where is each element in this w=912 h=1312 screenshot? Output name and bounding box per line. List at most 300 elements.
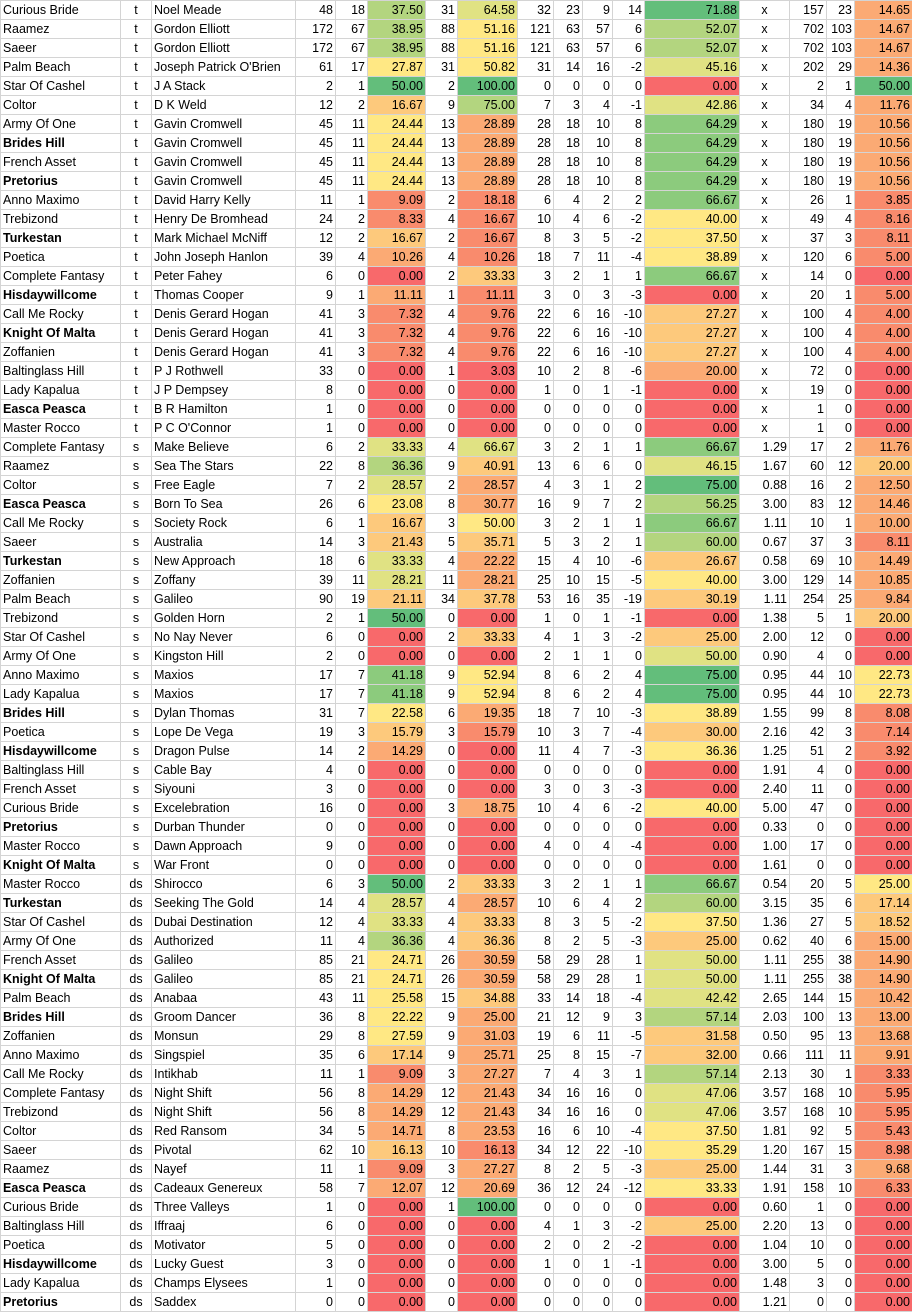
type-cell[interactable]: t [121,305,152,324]
places-cell[interactable]: 3 [426,514,458,533]
col16-pct-cell[interactable]: 0.00 [855,267,912,286]
col16-pct-cell[interactable]: 3.33 [855,1065,912,1084]
runs-cell[interactable]: 9 [296,837,336,856]
connection-cell[interactable]: Nayef [152,1160,296,1179]
places-cell[interactable]: 4 [426,913,458,932]
col9-cell[interactable]: 29 [554,970,583,989]
places-cell[interactable]: 15 [426,989,458,1008]
type-cell[interactable]: t [121,400,152,419]
connection-cell[interactable]: Gordon Elliott [152,20,296,39]
connection-cell[interactable]: No Nay Never [152,628,296,647]
col14-cell[interactable]: 0 [790,1293,827,1312]
col12-pct-cell[interactable]: 0.00 [645,400,740,419]
diff-cell[interactable]: 4 [613,666,645,685]
wins-cell[interactable]: 2 [336,96,368,115]
type-cell[interactable]: s [121,628,152,647]
col9-cell[interactable]: 63 [554,39,583,58]
col10-cell[interactable]: 1 [583,476,613,495]
wins-cell[interactable]: 0 [336,761,368,780]
win-pct-cell[interactable]: 0.00 [368,1236,426,1255]
place-pct-cell[interactable]: 9.76 [458,324,518,343]
diff-cell[interactable]: 0 [613,457,645,476]
col8-cell[interactable]: 22 [518,324,554,343]
horse-cell[interactable]: Brides Hill [1,134,121,153]
col14-cell[interactable]: 37 [790,533,827,552]
places-cell[interactable]: 5 [426,533,458,552]
horse-cell[interactable]: Palm Beach [1,989,121,1008]
connection-cell[interactable]: Mark Michael McNiff [152,229,296,248]
wins-cell[interactable]: 11 [336,571,368,590]
col8-cell[interactable]: 2 [518,1236,554,1255]
col15-cell[interactable]: 103 [827,39,855,58]
type-cell[interactable]: s [121,609,152,628]
wins-cell[interactable]: 17 [336,58,368,77]
col12-pct-cell[interactable]: 56.25 [645,495,740,514]
col16-pct-cell[interactable]: 5.43 [855,1122,912,1141]
places-cell[interactable]: 34 [426,590,458,609]
place-pct-cell[interactable]: 33.33 [458,267,518,286]
ratio-cell[interactable]: 3.57 [740,1084,790,1103]
diff-cell[interactable]: -5 [613,1027,645,1046]
type-cell[interactable]: ds [121,1122,152,1141]
col14-cell[interactable]: 2 [790,77,827,96]
col14-cell[interactable]: 120 [790,248,827,267]
connection-cell[interactable]: Cadeaux Genereux [152,1179,296,1198]
connection-cell[interactable]: P J Rothwell [152,362,296,381]
diff-cell[interactable]: 1 [613,1065,645,1084]
col14-cell[interactable]: 19 [790,381,827,400]
places-cell[interactable]: 0 [426,609,458,628]
col14-cell[interactable]: 49 [790,210,827,229]
col8-cell[interactable]: 1 [518,1255,554,1274]
col14-cell[interactable]: 254 [790,590,827,609]
place-pct-cell[interactable]: 0.00 [458,400,518,419]
col15-cell[interactable]: 0 [827,362,855,381]
diff-cell[interactable]: 1 [613,514,645,533]
type-cell[interactable]: s [121,476,152,495]
place-pct-cell[interactable]: 28.89 [458,153,518,172]
connection-cell[interactable]: Golden Horn [152,609,296,628]
col15-cell[interactable]: 0 [827,267,855,286]
col14-cell[interactable]: 100 [790,305,827,324]
col15-cell[interactable]: 2 [827,438,855,457]
col8-cell[interactable]: 19 [518,1027,554,1046]
ratio-cell[interactable]: 1.00 [740,837,790,856]
col15-cell[interactable]: 23 [827,1,855,20]
col12-pct-cell[interactable]: 27.27 [645,305,740,324]
type-cell[interactable]: s [121,666,152,685]
horse-cell[interactable]: Pretorius [1,1293,121,1312]
col9-cell[interactable]: 2 [554,875,583,894]
diff-cell[interactable]: -3 [613,286,645,305]
col16-pct-cell[interactable]: 0.00 [855,1236,912,1255]
col10-cell[interactable]: 4 [583,837,613,856]
place-pct-cell[interactable]: 0.00 [458,1293,518,1312]
col12-pct-cell[interactable]: 33.33 [645,1179,740,1198]
places-cell[interactable]: 26 [426,951,458,970]
place-pct-cell[interactable]: 28.57 [458,476,518,495]
diff-cell[interactable]: 0 [613,1293,645,1312]
type-cell[interactable]: t [121,419,152,438]
wins-cell[interactable]: 0 [336,1236,368,1255]
wins-cell[interactable]: 0 [336,1274,368,1293]
diff-cell[interactable]: -3 [613,742,645,761]
runs-cell[interactable]: 172 [296,20,336,39]
col16-pct-cell[interactable]: 14.46 [855,495,912,514]
wins-cell[interactable]: 0 [336,1255,368,1274]
type-cell[interactable]: ds [121,951,152,970]
win-pct-cell[interactable]: 8.33 [368,210,426,229]
diff-cell[interactable]: 3 [613,1008,645,1027]
col15-cell[interactable]: 12 [827,495,855,514]
wins-cell[interactable]: 0 [336,400,368,419]
col8-cell[interactable]: 7 [518,1065,554,1084]
places-cell[interactable]: 6 [426,704,458,723]
win-pct-cell[interactable]: 24.44 [368,153,426,172]
col9-cell[interactable]: 0 [554,780,583,799]
place-pct-cell[interactable]: 35.71 [458,533,518,552]
col12-pct-cell[interactable]: 57.14 [645,1008,740,1027]
col12-pct-cell[interactable]: 30.19 [645,590,740,609]
win-pct-cell[interactable]: 0.00 [368,1255,426,1274]
col15-cell[interactable]: 29 [827,58,855,77]
runs-cell[interactable]: 3 [296,1255,336,1274]
diff-cell[interactable]: 6 [613,39,645,58]
col10-cell[interactable]: 0 [583,761,613,780]
col15-cell[interactable]: 0 [827,761,855,780]
col9-cell[interactable]: 18 [554,172,583,191]
horse-cell[interactable]: Trebizond [1,210,121,229]
col14-cell[interactable]: 702 [790,20,827,39]
col14-cell[interactable]: 99 [790,704,827,723]
col9-cell[interactable]: 0 [554,1293,583,1312]
type-cell[interactable]: s [121,704,152,723]
col8-cell[interactable]: 34 [518,1084,554,1103]
col8-cell[interactable]: 10 [518,799,554,818]
col10-cell[interactable]: 0 [583,856,613,875]
place-pct-cell[interactable]: 23.53 [458,1122,518,1141]
col15-cell[interactable]: 4 [827,210,855,229]
col8-cell[interactable]: 58 [518,970,554,989]
win-pct-cell[interactable]: 0.00 [368,856,426,875]
ratio-cell[interactable]: 2.40 [740,780,790,799]
col8-cell[interactable]: 0 [518,1198,554,1217]
wins-cell[interactable]: 1 [336,514,368,533]
diff-cell[interactable]: -1 [613,1255,645,1274]
wins-cell[interactable]: 11 [336,115,368,134]
col8-cell[interactable]: 4 [518,1217,554,1236]
ratio-cell[interactable]: 5.00 [740,799,790,818]
connection-cell[interactable]: John Joseph Hanlon [152,248,296,267]
col9-cell[interactable]: 6 [554,666,583,685]
type-cell[interactable]: ds [121,913,152,932]
col16-pct-cell[interactable]: 0.00 [855,1293,912,1312]
place-pct-cell[interactable]: 10.26 [458,248,518,267]
place-pct-cell[interactable]: 30.59 [458,951,518,970]
connection-cell[interactable]: Denis Gerard Hogan [152,343,296,362]
win-pct-cell[interactable]: 24.71 [368,951,426,970]
col9-cell[interactable]: 10 [554,571,583,590]
col9-cell[interactable]: 6 [554,343,583,362]
runs-cell[interactable]: 33 [296,362,336,381]
win-pct-cell[interactable]: 0.00 [368,1293,426,1312]
col9-cell[interactable]: 1 [554,628,583,647]
col14-cell[interactable]: 10 [790,1236,827,1255]
ratio-cell[interactable]: 1.20 [740,1141,790,1160]
runs-cell[interactable]: 48 [296,1,336,20]
col14-cell[interactable]: 0 [790,856,827,875]
connection-cell[interactable]: Dragon Pulse [152,742,296,761]
col10-cell[interactable]: 8 [583,362,613,381]
places-cell[interactable]: 31 [426,58,458,77]
col8-cell[interactable]: 4 [518,628,554,647]
col15-cell[interactable]: 14 [827,571,855,590]
col12-pct-cell[interactable]: 0.00 [645,837,740,856]
type-cell[interactable]: t [121,153,152,172]
places-cell[interactable]: 4 [426,248,458,267]
col9-cell[interactable]: 6 [554,685,583,704]
col12-pct-cell[interactable]: 0.00 [645,286,740,305]
runs-cell[interactable]: 12 [296,96,336,115]
type-cell[interactable]: t [121,96,152,115]
places-cell[interactable]: 3 [426,1065,458,1084]
col14-cell[interactable]: 10 [790,514,827,533]
col15-cell[interactable]: 15 [827,1141,855,1160]
col16-pct-cell[interactable]: 17.14 [855,894,912,913]
type-cell[interactable]: ds [121,1141,152,1160]
win-pct-cell[interactable]: 22.22 [368,1008,426,1027]
diff-cell[interactable]: -3 [613,1160,645,1179]
col12-pct-cell[interactable]: 25.00 [645,628,740,647]
connection-cell[interactable]: Make Believe [152,438,296,457]
type-cell[interactable]: t [121,39,152,58]
connection-cell[interactable]: Excelebration [152,799,296,818]
ratio-cell[interactable]: x [740,115,790,134]
win-pct-cell[interactable]: 41.18 [368,685,426,704]
col8-cell[interactable]: 3 [518,438,554,457]
place-pct-cell[interactable]: 51.16 [458,39,518,58]
type-cell[interactable]: ds [121,1160,152,1179]
runs-cell[interactable]: 1 [296,1274,336,1293]
col9-cell[interactable]: 0 [554,856,583,875]
places-cell[interactable]: 0 [426,780,458,799]
diff-cell[interactable]: -2 [613,1236,645,1255]
runs-cell[interactable]: 17 [296,685,336,704]
diff-cell[interactable]: 0 [613,856,645,875]
type-cell[interactable]: ds [121,1065,152,1084]
col15-cell[interactable]: 10 [827,685,855,704]
win-pct-cell[interactable]: 24.44 [368,172,426,191]
connection-cell[interactable]: Dylan Thomas [152,704,296,723]
col14-cell[interactable]: 14 [790,267,827,286]
places-cell[interactable]: 0 [426,400,458,419]
runs-cell[interactable]: 35 [296,1046,336,1065]
connection-cell[interactable]: Shirocco [152,875,296,894]
col12-pct-cell[interactable]: 52.07 [645,39,740,58]
type-cell[interactable]: s [121,457,152,476]
runs-cell[interactable]: 1 [296,419,336,438]
ratio-cell[interactable]: 1.29 [740,438,790,457]
connection-cell[interactable]: War Front [152,856,296,875]
col16-pct-cell[interactable]: 11.76 [855,96,912,115]
wins-cell[interactable]: 0 [336,381,368,400]
ratio-cell[interactable]: x [740,96,790,115]
runs-cell[interactable]: 8 [296,381,336,400]
places-cell[interactable]: 4 [426,438,458,457]
horse-cell[interactable]: Easca Peasca [1,1179,121,1198]
col12-pct-cell[interactable]: 38.89 [645,704,740,723]
horse-cell[interactable]: Brides Hill [1,1008,121,1027]
col16-pct-cell[interactable]: 10.56 [855,134,912,153]
connection-cell[interactable]: Sea The Stars [152,457,296,476]
col8-cell[interactable]: 3 [518,780,554,799]
wins-cell[interactable]: 7 [336,704,368,723]
horse-cell[interactable]: Anno Maximo [1,191,121,210]
col14-cell[interactable]: 60 [790,457,827,476]
connection-cell[interactable]: Peter Fahey [152,267,296,286]
col10-cell[interactable]: 2 [583,1236,613,1255]
col15-cell[interactable]: 1 [827,77,855,96]
type-cell[interactable]: t [121,324,152,343]
col15-cell[interactable]: 19 [827,153,855,172]
col16-pct-cell[interactable]: 14.67 [855,39,912,58]
col14-cell[interactable]: 100 [790,343,827,362]
runs-cell[interactable]: 6 [296,267,336,286]
horse-cell[interactable]: Hisdaywillcome [1,1255,121,1274]
col10-cell[interactable]: 7 [583,723,613,742]
type-cell[interactable]: ds [121,932,152,951]
col15-cell[interactable]: 3 [827,1160,855,1179]
connection-cell[interactable]: Saddex [152,1293,296,1312]
diff-cell[interactable]: -10 [613,343,645,362]
col15-cell[interactable]: 1 [827,514,855,533]
places-cell[interactable]: 0 [426,742,458,761]
col16-pct-cell[interactable]: 0.00 [855,362,912,381]
col10-cell[interactable]: 7 [583,742,613,761]
col10-cell[interactable]: 0 [583,1198,613,1217]
runs-cell[interactable]: 58 [296,1179,336,1198]
horse-cell[interactable]: Brides Hill [1,704,121,723]
col9-cell[interactable]: 4 [554,191,583,210]
type-cell[interactable]: s [121,571,152,590]
wins-cell[interactable]: 21 [336,970,368,989]
runs-cell[interactable]: 6 [296,628,336,647]
col16-pct-cell[interactable]: 0.00 [855,628,912,647]
diff-cell[interactable]: -10 [613,324,645,343]
col10-cell[interactable]: 6 [583,799,613,818]
ratio-cell[interactable]: 1.81 [740,1122,790,1141]
col12-pct-cell[interactable]: 57.14 [645,1065,740,1084]
diff-cell[interactable]: -2 [613,913,645,932]
col15-cell[interactable]: 1 [827,286,855,305]
col16-pct-cell[interactable]: 0.00 [855,761,912,780]
col14-cell[interactable]: 5 [790,609,827,628]
places-cell[interactable]: 88 [426,20,458,39]
col8-cell[interactable]: 0 [518,419,554,438]
place-pct-cell[interactable]: 9.76 [458,343,518,362]
diff-cell[interactable]: 0 [613,1084,645,1103]
col14-cell[interactable]: 92 [790,1122,827,1141]
horse-cell[interactable]: Army Of One [1,647,121,666]
col14-cell[interactable]: 42 [790,723,827,742]
win-pct-cell[interactable]: 7.32 [368,324,426,343]
col15-cell[interactable]: 5 [827,1122,855,1141]
col16-pct-cell[interactable]: 3.92 [855,742,912,761]
runs-cell[interactable]: 9 [296,286,336,305]
col16-pct-cell[interactable]: 0.00 [855,400,912,419]
type-cell[interactable]: t [121,115,152,134]
col16-pct-cell[interactable]: 0.00 [855,381,912,400]
runs-cell[interactable]: 14 [296,533,336,552]
col15-cell[interactable]: 10 [827,552,855,571]
col8-cell[interactable]: 11 [518,742,554,761]
col12-pct-cell[interactable]: 27.27 [645,343,740,362]
wins-cell[interactable]: 0 [336,1293,368,1312]
win-pct-cell[interactable]: 36.36 [368,457,426,476]
col10-cell[interactable]: 6 [583,457,613,476]
horse-cell[interactable]: Coltor [1,96,121,115]
col16-pct-cell[interactable]: 14.65 [855,1,912,20]
places-cell[interactable]: 9 [426,685,458,704]
horse-cell[interactable]: Baltinglass Hill [1,1217,121,1236]
place-pct-cell[interactable]: 0.00 [458,856,518,875]
place-pct-cell[interactable]: 0.00 [458,419,518,438]
ratio-cell[interactable]: 3.00 [740,495,790,514]
connection-cell[interactable]: B R Hamilton [152,400,296,419]
runs-cell[interactable]: 43 [296,989,336,1008]
col15-cell[interactable]: 12 [827,457,855,476]
place-pct-cell[interactable]: 28.57 [458,894,518,913]
place-pct-cell[interactable]: 33.33 [458,628,518,647]
win-pct-cell[interactable]: 15.79 [368,723,426,742]
horse-cell[interactable]: Knight Of Malta [1,324,121,343]
ratio-cell[interactable]: x [740,267,790,286]
col9-cell[interactable]: 14 [554,58,583,77]
col8-cell[interactable]: 10 [518,362,554,381]
runs-cell[interactable]: 29 [296,1027,336,1046]
diff-cell[interactable]: 1 [613,951,645,970]
col12-pct-cell[interactable]: 0.00 [645,77,740,96]
type-cell[interactable]: ds [121,1236,152,1255]
col10-cell[interactable]: 9 [583,1,613,20]
diff-cell[interactable]: -6 [613,362,645,381]
col12-pct-cell[interactable]: 25.00 [645,932,740,951]
col14-cell[interactable]: 202 [790,58,827,77]
col9-cell[interactable]: 2 [554,362,583,381]
runs-cell[interactable]: 45 [296,153,336,172]
horse-cell[interactable]: Poetica [1,248,121,267]
win-pct-cell[interactable]: 33.33 [368,913,426,932]
diff-cell[interactable]: -3 [613,704,645,723]
win-pct-cell[interactable]: 0.00 [368,1198,426,1217]
wins-cell[interactable]: 4 [336,894,368,913]
ratio-cell[interactable]: x [740,343,790,362]
place-pct-cell[interactable]: 19.35 [458,704,518,723]
col8-cell[interactable]: 28 [518,134,554,153]
runs-cell[interactable]: 39 [296,571,336,590]
col15-cell[interactable]: 0 [827,1217,855,1236]
ratio-cell[interactable]: x [740,381,790,400]
horse-cell[interactable]: Lady Kapalua [1,685,121,704]
wins-cell[interactable]: 0 [336,856,368,875]
col16-pct-cell[interactable]: 18.52 [855,913,912,932]
col16-pct-cell[interactable]: 9.91 [855,1046,912,1065]
col15-cell[interactable]: 1 [827,191,855,210]
col8-cell[interactable]: 34 [518,1103,554,1122]
type-cell[interactable]: ds [121,1293,152,1312]
col12-pct-cell[interactable]: 0.00 [645,856,740,875]
col8-cell[interactable]: 6 [518,191,554,210]
